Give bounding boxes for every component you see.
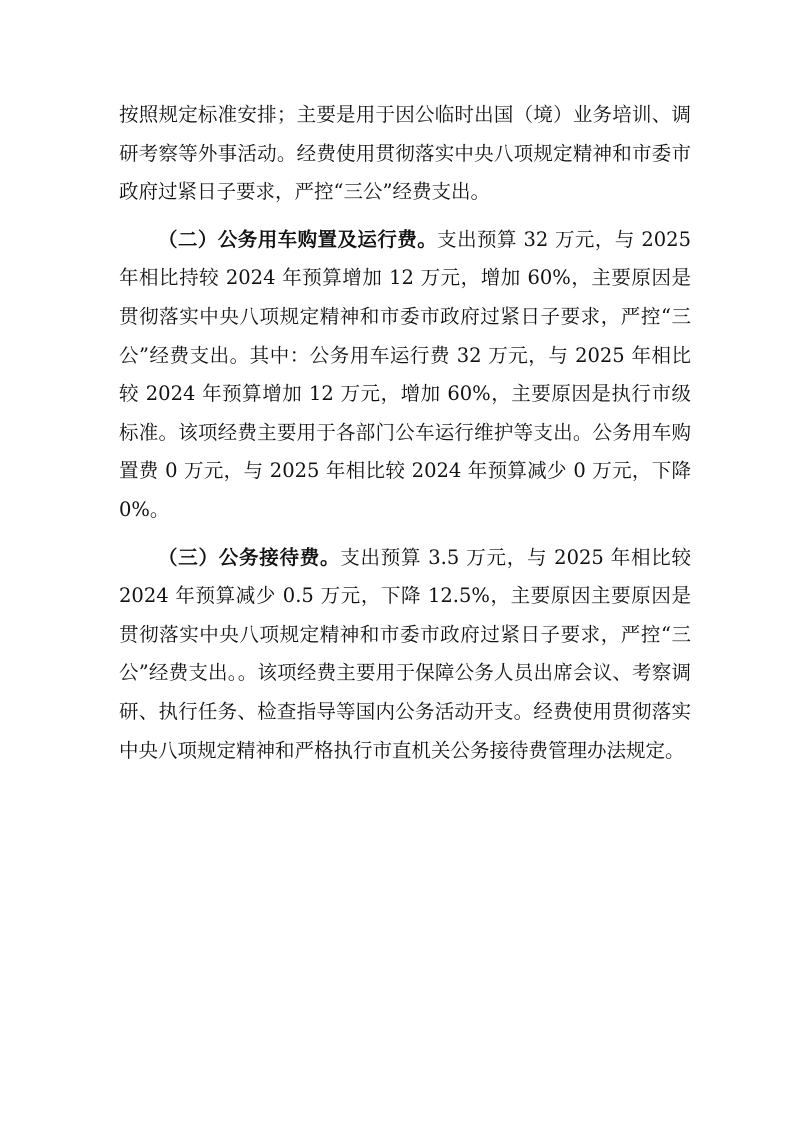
paragraph-reception-expenses	[119, 539, 691, 771]
paragraph-text: 支出预算 3.5 万元，与 2025 年相比较 2024 年预算减少 0.5 万元，下降 12.5%，主要原因主要原因是贯彻落实中央八项规定精神和市委市政府过紧日子要求，严控“三公”经费支出。。该项经费主要用于保障公务人员出席会议、考察调研、执行任务、检查指导等国内公务活动开支。经费使用贯彻落实中央八项规定精神和严格执行市直机关公务接待费管理办法规定。	[119, 545, 691, 762]
section-heading-reception: （三）公务接待费。	[158, 545, 341, 569]
paragraph-foreign-travel-continued	[119, 96, 691, 212]
section-heading-vehicle: （二）公务用车购置及运行费。	[158, 227, 438, 251]
document-body	[119, 96, 691, 770]
paragraph-vehicle-expenses	[119, 221, 691, 530]
paragraph-text: 按照规定标准安排；主要是用于因公临时出国（境）业务培训、调研考察等外事活动。经费使用贯彻落实中央八项规定精神和市委市政府过紧日子要求，严控“三公”经费支出。	[119, 103, 691, 204]
paragraph-text: 支出预算 32 万元，与 2025 年相比持较 2024 年预算增加 12 万元，增加 60%，主要原因是贯彻落实中央八项规定精神和市委市政府过紧日子要求，严控“三公”经费支出。其中：公务用车运行费 32 万元，与 2025 年相比较 2024 年预算增加 12 万元，增加 60%，主要原因是执行市级标准。该项经费主要用于各部门公车运行维护等支出。公务用车购置费 0 万元，与 2025 年相比较 2024 年预算减少 0 万元，下降 0%。	[119, 227, 691, 521]
